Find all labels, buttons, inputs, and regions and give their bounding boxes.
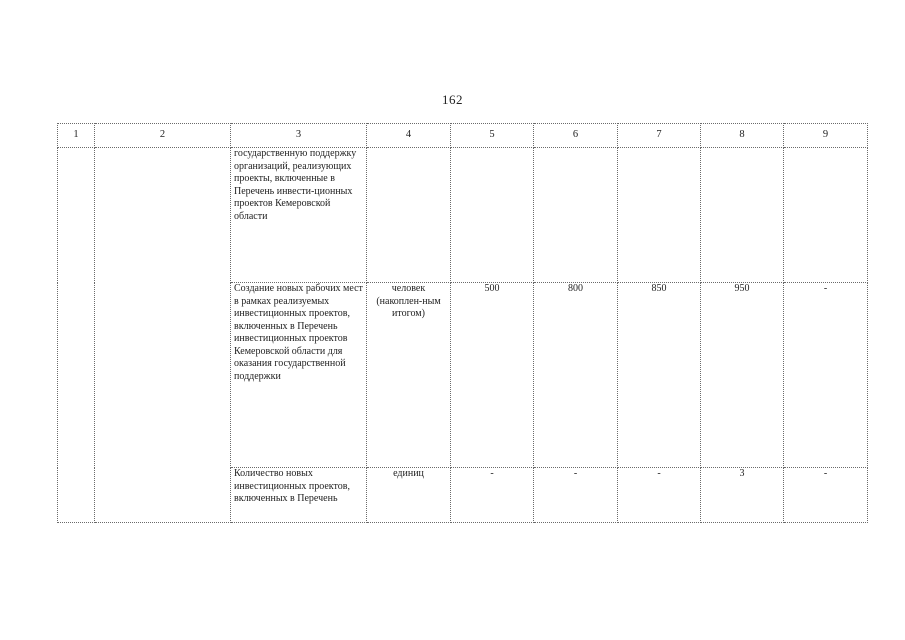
value-cell: - <box>784 468 868 523</box>
indicators-table <box>57 123 868 523</box>
value-cell <box>784 148 868 283</box>
header-cell-9: 9 <box>784 124 868 148</box>
indicator-cell: Количество новых инвестиционных проектов, включенных в Перечень <box>231 468 367 523</box>
header-cell-4: 4 <box>367 124 451 148</box>
header-cell-8: 8 <box>701 124 784 148</box>
header-cell-5: 5 <box>451 124 534 148</box>
value-cell: - <box>534 468 618 523</box>
header-cell-1: 1 <box>58 124 95 148</box>
value-cell: 950 <box>701 283 784 468</box>
value-cell: 500 <box>451 283 534 468</box>
indicator-cell: государственную поддержку организаций, реализующих проекты, включенные в Перечень инвести-ционных проектов Кемеровской области <box>231 148 367 283</box>
unit-cell: единиц <box>367 468 451 523</box>
table-row <box>58 148 868 283</box>
value-cell <box>534 148 618 283</box>
value-cell: 3 <box>701 468 784 523</box>
value-cell: 850 <box>618 283 701 468</box>
header-row <box>58 124 868 148</box>
header-cell-6: 6 <box>534 124 618 148</box>
header-cell-7: 7 <box>618 124 701 148</box>
merged-cell-col1 <box>58 148 95 523</box>
unit-cell <box>367 148 451 283</box>
value-cell: - <box>618 468 701 523</box>
merged-cell-col2 <box>95 148 231 523</box>
value-cell <box>618 148 701 283</box>
value-cell: 800 <box>534 283 618 468</box>
value-cell <box>701 148 784 283</box>
header-cell-3: 3 <box>231 124 367 148</box>
page-number: 162 <box>442 92 463 107</box>
value-cell: - <box>784 283 868 468</box>
unit-cell: человек (накоплен-ным итогом) <box>367 283 451 468</box>
value-cell: - <box>451 468 534 523</box>
header-cell-2: 2 <box>95 124 231 148</box>
indicator-cell: Создание новых рабочих мест в рамках реализуемых инвестиционных проектов, включенных в Перечень инвестиционных проектов Кемеровской области для оказания государственной поддержки <box>231 283 367 468</box>
value-cell <box>451 148 534 283</box>
